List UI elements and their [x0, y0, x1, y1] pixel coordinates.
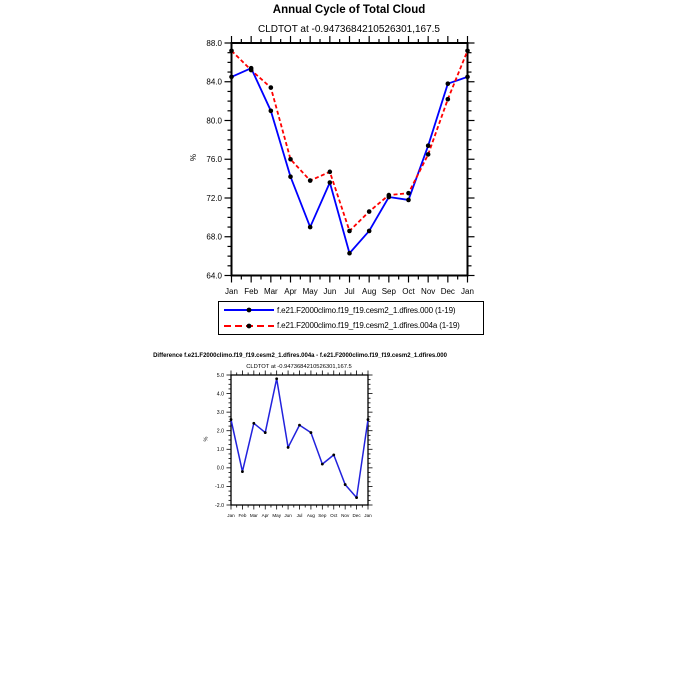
- x-tick-label: Jan: [225, 287, 238, 296]
- x-tick-label: Jan: [461, 287, 474, 296]
- bottom-chart-title: Difference f.e21.F2000climo.f19_f19.cesm2_1.dfires.004a - f.e21.F2000climo.f19_f19.cesm2_1.dfires.000: [153, 353, 447, 359]
- x-tick-label: Jun: [284, 513, 292, 518]
- y-tick-label: -1.0: [215, 484, 224, 491]
- bottom-chart-subtitle: CLDTOT at -0.9473684210526301,167.5: [246, 363, 352, 370]
- x-tick-label: May: [302, 287, 318, 296]
- y-tick-label: 88.0: [206, 38, 222, 48]
- x-tick-label: Mar: [263, 287, 278, 296]
- legend-row-series-000: [219, 303, 483, 318]
- y-tick-label: -2.0: [215, 502, 224, 509]
- x-tick-label: Sep: [381, 287, 396, 296]
- top-chart-title: Annual Cycle of Total Cloud: [272, 4, 426, 16]
- legend-label-series-004a: f.e21.F2000climo.f19_f19.cesm2_1.dfires.004a (1-19): [277, 321, 460, 331]
- y-tick-label: 64.0: [206, 271, 222, 281]
- y-tick-label: 76.0: [206, 155, 222, 165]
- y-axis-ticks: [206, 39, 474, 280]
- legend-marker-dot: [247, 323, 252, 328]
- axis-frame: [231, 375, 368, 505]
- legend-row-series-004a: [219, 318, 483, 333]
- x-tick-label: Jul: [296, 513, 303, 518]
- y-tick-label: 80.0: [206, 116, 222, 126]
- bottom-chart-y-axis-label: %: [203, 436, 210, 442]
- x-tick-label: Aug: [362, 287, 377, 296]
- series-line-0: [232, 68, 468, 253]
- x-tick-label: Feb: [244, 287, 259, 296]
- x-tick-label: Feb: [238, 513, 247, 518]
- y-tick-label: 1.0: [216, 447, 224, 454]
- legend-label-series-000: f.e21.F2000climo.f19_f19.cesm2_1.dfires.000 (1-19): [277, 305, 456, 315]
- x-tick-label: Jul: [344, 287, 355, 296]
- bottom-chart-plot: [215, 371, 372, 519]
- y-tick-label: 4.0: [216, 391, 224, 398]
- x-tick-label: Dec: [440, 287, 455, 296]
- x-tick-label: Jun: [323, 287, 337, 296]
- y-tick-label: 0.0: [216, 465, 224, 472]
- top-chart-subtitle: CLDTOT at -0.9473684210526301,167.5: [258, 24, 440, 35]
- series-markers-0: [229, 66, 470, 256]
- x-tick-label: May: [272, 513, 282, 518]
- x-tick-label: Oct: [402, 287, 415, 296]
- y-tick-label: 2.0: [216, 428, 224, 435]
- series-line-1: [232, 51, 468, 231]
- x-tick-label: Nov: [341, 513, 350, 518]
- y-tick-label: 68.0: [206, 232, 222, 242]
- y-tick-label: 3.0: [216, 409, 224, 416]
- legend-box: [218, 301, 484, 335]
- x-axis-ticks: [225, 36, 474, 296]
- legend-marker-dot: [247, 308, 252, 313]
- series-line-0: [231, 379, 368, 498]
- legend-line-sample-dashed: [223, 321, 275, 331]
- axis-frame: [232, 43, 468, 276]
- y-tick-label: 84.0: [206, 77, 222, 87]
- top-chart-plot: [206, 36, 474, 296]
- y-tick-label: 72.0: [206, 193, 222, 203]
- x-tick-label: Jan: [364, 513, 372, 518]
- y-tick-label: 5.0: [216, 372, 224, 379]
- x-tick-label: Dec: [352, 513, 361, 518]
- x-tick-label: Oct: [330, 513, 338, 518]
- x-tick-label: Apr: [261, 513, 269, 518]
- top-chart-y-axis-label: %: [189, 153, 199, 162]
- x-tick-label: Jan: [227, 513, 235, 518]
- x-tick-label: Nov: [421, 287, 436, 296]
- x-tick-label: Aug: [306, 513, 316, 518]
- legend-line-sample-solid: [223, 305, 275, 315]
- x-tick-label: Apr: [284, 287, 297, 296]
- x-tick-label: Mar: [249, 513, 258, 518]
- x-tick-label: Sep: [318, 513, 327, 518]
